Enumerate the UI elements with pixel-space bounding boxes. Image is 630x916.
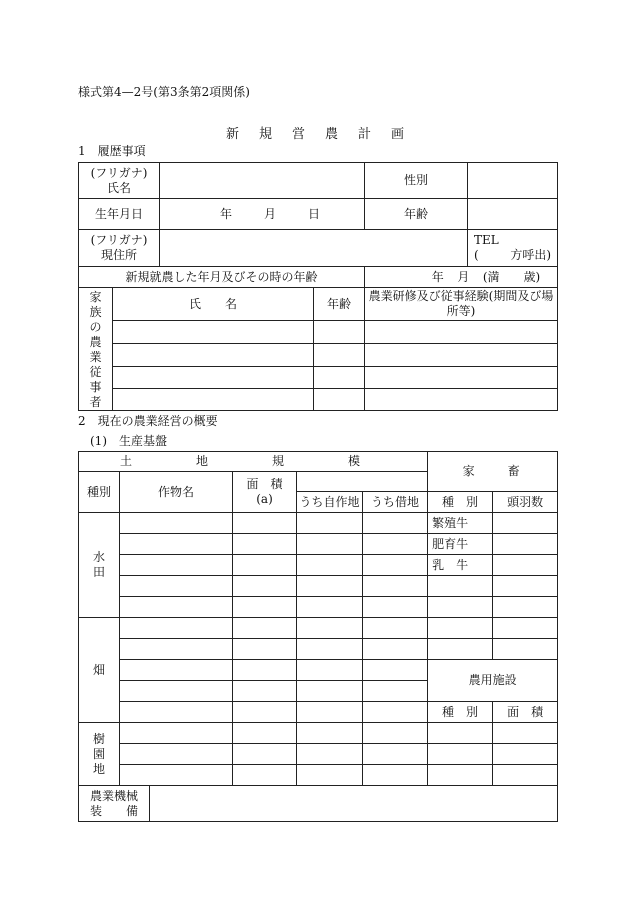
tel-field[interactable] xyxy=(468,230,558,267)
rent-cell[interactable] xyxy=(363,618,428,639)
own-cell[interactable] xyxy=(297,555,363,576)
family-name-cell[interactable] xyxy=(113,321,314,344)
paddy-label: 水田 xyxy=(79,513,120,618)
crop-cell[interactable] xyxy=(120,555,233,576)
name-furigana: (フリガナ) xyxy=(90,165,148,180)
livestock-heads-cell[interactable] xyxy=(493,513,558,534)
birth-label: 生年月日 xyxy=(79,199,160,230)
newfarm-year-unit: 年 xyxy=(431,269,444,284)
livestock-kind-cell: 繁殖牛 xyxy=(428,513,493,534)
machinery-label-cell xyxy=(79,786,150,822)
machinery-field[interactable] xyxy=(150,786,558,822)
own-cell[interactable] xyxy=(297,681,363,702)
area-cell[interactable] xyxy=(233,639,297,660)
gender-label: 性別 xyxy=(365,163,468,199)
age-field[interactable] xyxy=(468,199,558,230)
machinery-table xyxy=(78,785,558,822)
area-unit: (a) xyxy=(256,492,273,506)
family-training-cell[interactable] xyxy=(365,389,558,411)
own-cell[interactable] xyxy=(297,597,363,618)
crop-cell[interactable] xyxy=(120,744,233,765)
type-header: 種別 xyxy=(79,472,120,513)
section2-subheading: (1) 生産基盤 xyxy=(90,434,167,448)
rent-cell[interactable] xyxy=(363,639,428,660)
orchard-label: 樹園地 xyxy=(79,723,120,786)
tel-label: TEL xyxy=(474,233,499,247)
field-label: 畑 xyxy=(79,618,120,723)
area-cell[interactable] xyxy=(233,576,297,597)
area-cell[interactable] xyxy=(233,681,297,702)
crop-cell[interactable] xyxy=(120,639,233,660)
area-cell[interactable] xyxy=(233,702,297,723)
family-training-cell[interactable] xyxy=(365,344,558,367)
tel-note: 方呼出) xyxy=(510,248,552,262)
rent-cell[interactable] xyxy=(363,576,428,597)
own-land-header: うち自作地 xyxy=(297,492,363,513)
own-cell[interactable] xyxy=(297,744,363,765)
tel-open-paren: ( xyxy=(474,248,479,262)
age-label: 年齢 xyxy=(365,199,468,230)
own-cell[interactable] xyxy=(297,639,363,660)
area-cell[interactable] xyxy=(233,618,297,639)
family-age-cell[interactable] xyxy=(314,344,365,367)
own-cell[interactable] xyxy=(297,765,363,786)
facility-area-header: 面 積 xyxy=(493,702,558,723)
birth-field[interactable] xyxy=(160,199,365,230)
name-label: 氏名 xyxy=(107,180,132,195)
livestock-heads-cell[interactable] xyxy=(493,576,558,597)
family-name-cell[interactable] xyxy=(113,389,314,411)
facility-kind-cell[interactable] xyxy=(428,744,493,765)
family-name-header: 氏 名 xyxy=(113,288,314,321)
rent-cell[interactable] xyxy=(363,597,428,618)
rent-cell[interactable] xyxy=(363,744,428,765)
area-header: 面 積 xyxy=(246,477,283,491)
birth-month-unit: 月 xyxy=(264,206,277,221)
crop-header: 作物名 xyxy=(120,472,233,513)
family-training-cell[interactable] xyxy=(365,366,558,389)
facility-kind-header: 種 別 xyxy=(428,702,493,723)
crop-cell[interactable] xyxy=(120,723,233,744)
birth-day-unit: 日 xyxy=(308,206,321,221)
livestock-heads-cell[interactable] xyxy=(493,534,558,555)
newfarm-month-unit: 月 xyxy=(457,269,470,284)
livestock-kind-cell[interactable] xyxy=(428,576,493,597)
livestock-heads-cell[interactable] xyxy=(493,639,558,660)
address-label: 現住所 xyxy=(101,248,138,262)
gender-field[interactable] xyxy=(468,163,558,199)
rent-cell[interactable] xyxy=(363,681,428,702)
family-age-cell[interactable] xyxy=(314,366,365,389)
land-header: 土 地 規 模 xyxy=(79,452,428,472)
facility-area-cell[interactable] xyxy=(493,765,558,786)
own-cell[interactable] xyxy=(297,534,363,555)
newfarm-field[interactable] xyxy=(365,267,558,288)
family-name-cell[interactable] xyxy=(113,366,314,389)
family-name-cell[interactable] xyxy=(113,344,314,367)
livestock-kind-cell[interactable] xyxy=(428,618,493,639)
family-training-cell[interactable] xyxy=(365,321,558,344)
own-cell[interactable] xyxy=(297,723,363,744)
rent-cell[interactable] xyxy=(363,534,428,555)
newfarm-age-unit: (満 歳) xyxy=(482,269,541,284)
form-number: 様式第4—2号(第3条第2項関係) xyxy=(78,85,250,99)
facility-area-cell[interactable] xyxy=(493,744,558,765)
family-age-header: 年齢 xyxy=(314,288,365,321)
own-cell[interactable] xyxy=(297,513,363,534)
document-title: 新規営農計画 xyxy=(226,127,425,142)
area-cell[interactable] xyxy=(233,744,297,765)
livestock-heads-header: 頭羽数 xyxy=(493,492,558,513)
area-header-cell xyxy=(233,472,297,513)
crop-cell[interactable] xyxy=(120,660,233,681)
rent-cell[interactable] xyxy=(363,702,428,723)
crop-cell[interactable] xyxy=(120,576,233,597)
crop-cell[interactable] xyxy=(120,513,233,534)
address-label-cell xyxy=(79,230,160,267)
family-training-header: 農業研修及び従事経験(期間及び場所等) xyxy=(365,288,558,321)
section1-heading: 1 履歴事項 xyxy=(78,144,146,158)
livestock-kind-cell: 乳 牛 xyxy=(428,555,493,576)
family-label: 家族の農業従事者 xyxy=(89,290,102,409)
livestock-kind-cell[interactable] xyxy=(428,597,493,618)
area-cell[interactable] xyxy=(233,660,297,681)
area-cell[interactable] xyxy=(233,765,297,786)
rent-land-header: うち借地 xyxy=(363,492,428,513)
livestock-heads-cell[interactable] xyxy=(493,555,558,576)
address-field[interactable] xyxy=(160,230,468,267)
production-base-table xyxy=(78,451,558,786)
livestock-kind-header: 種 別 xyxy=(428,492,493,513)
crop-cell[interactable] xyxy=(120,618,233,639)
rent-cell[interactable] xyxy=(363,660,428,681)
crop-cell[interactable] xyxy=(120,534,233,555)
rent-cell[interactable] xyxy=(363,765,428,786)
area-cell[interactable] xyxy=(233,534,297,555)
livestock-kind-cell[interactable] xyxy=(428,639,493,660)
rent-cell[interactable] xyxy=(363,723,428,744)
name-field[interactable] xyxy=(160,163,365,199)
facility-header: 農用施設 xyxy=(428,660,558,702)
area-cell[interactable] xyxy=(233,513,297,534)
section2-heading: 2 現在の農業経営の概要 xyxy=(78,414,218,428)
family-age-cell[interactable] xyxy=(314,321,365,344)
own-cell[interactable] xyxy=(297,702,363,723)
machinery-label-2: 装 備 xyxy=(89,803,138,818)
area-cell[interactable] xyxy=(233,597,297,618)
facility-kind-cell[interactable] xyxy=(428,765,493,786)
family-age-cell[interactable] xyxy=(314,389,365,411)
crop-cell[interactable] xyxy=(120,681,233,702)
machinery-label-1: 農業機械 xyxy=(89,788,138,803)
area-cell[interactable] xyxy=(233,723,297,744)
rent-cell[interactable] xyxy=(363,555,428,576)
livestock-header: 家 畜 xyxy=(428,452,558,492)
rent-cell[interactable] xyxy=(363,513,428,534)
crop-cell[interactable] xyxy=(120,765,233,786)
livestock-heads-cell[interactable] xyxy=(493,618,558,639)
address-furigana: (フリガナ) xyxy=(90,233,148,247)
own-cell[interactable] xyxy=(297,576,363,597)
family-label-cell xyxy=(79,288,113,411)
newfarm-label: 新規就農した年月及びその時の年齢 xyxy=(79,267,365,288)
crop-cell[interactable] xyxy=(120,702,233,723)
own-cell[interactable] xyxy=(297,618,363,639)
area-cell[interactable] xyxy=(233,555,297,576)
facility-area-cell[interactable] xyxy=(493,723,558,744)
name-label-cell xyxy=(79,163,160,199)
livestock-heads-cell[interactable] xyxy=(493,597,558,618)
own-cell[interactable] xyxy=(297,660,363,681)
livestock-kind-cell: 肥育牛 xyxy=(428,534,493,555)
facility-kind-cell[interactable] xyxy=(428,723,493,744)
birth-year-unit: 年 xyxy=(220,206,233,221)
history-table xyxy=(78,162,558,411)
crop-cell[interactable] xyxy=(120,597,233,618)
